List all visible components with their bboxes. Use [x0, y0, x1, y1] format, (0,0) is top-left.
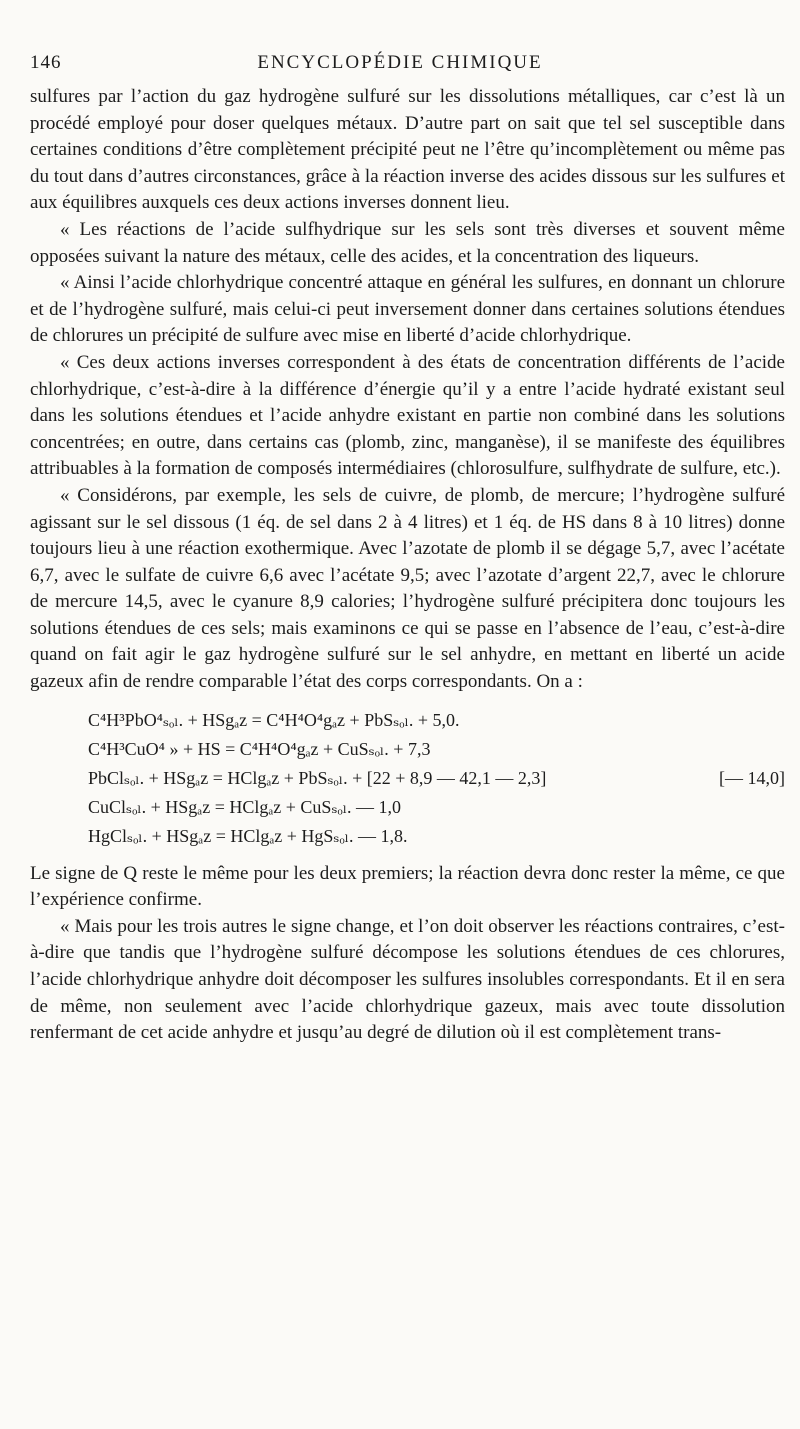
- equation-line: [88, 822, 785, 851]
- equation: CuClₛₒₗ. + HSgₐz = HClgₐz + CuSₛₒₗ. — 1,0: [88, 796, 402, 817]
- equation-total: [— 14,0]: [719, 767, 785, 788]
- equation: C⁴H³CuO⁴ » + HS = C⁴H⁴O⁴gₐz + CuSₛₒₗ. + 7,3: [88, 738, 431, 759]
- equation-line: [88, 793, 785, 822]
- equation: PbClₛₒₗ. + HSgₐz = HClgₐz + PbSₛₒₗ. + [22 + 8,9 — 42,1 — 2,3]: [88, 767, 547, 788]
- paragraph: « Mais pour les trois autres le signe change, et l’on doit observer les réactions contraires, c’est-à-dire que tandis que l’hydrogène sulfuré décompose les solutions étendues de ces chlorures, l’acide chlorhydrique anhydre doit décomposer les sulfures insolubles correspondants. Et il en sera de même, non seulement avec l’acide chlorhydrique gazeux, mais avec toute dissolution renfermant de cet acide anhydre et jusqu’au degré de dilution où il est complètement trans-: [30, 915, 785, 1044]
- page-body: [30, 84, 785, 1047]
- paragraph: « Considérons, par exemple, les sels de cuivre, de plomb, de mercure; l’hydrogène sulfuré agissant sur le sel dissous (1 éq. de sel dans 2 à 4 litres) et 1 éq. de HS dans 8 à 10 litres) donne toujours lieu à une réaction exothermique. Avec l’azotate de plomb il se dégage 5,7, avec l’acétate 6,7, avec le sulfate de cuivre 6,6 avec l’acétate 9,5; avec l’azotate d’argent 22,7, avec le chlorure de mercure 14,5, avec le cyanure 8,9 calories; l’hydrogène sulfuré précipitera donc toujours les solutions étendues de ces sels; mais examinons ce qui se passe en l’absence de l’eau, c’est-à-dire quand on fait agir le gaz hydrogène sulfuré sur le sel anhydre, en mettant en liberté un acide gazeux afin de rendre comparable l’état des corps correspondants. On a :: [30, 484, 785, 693]
- equation-line: [88, 706, 785, 735]
- equations-block: [88, 706, 785, 851]
- equation-line: [88, 735, 785, 764]
- paragraph: « Ainsi l’acide chlorhydrique concentré attaque en général les sulfures, en donnant un chlorure et de l’hydrogène sulfuré, mais celui-ci peut inversement donner dans certaines solutions étendues de chlorures un précipité de sulfure avec mise en liberté d’acide chlorhydrique.: [30, 272, 785, 347]
- running-title: ENCYCLOPÉDIE CHIMIQUE: [257, 52, 543, 73]
- paragraph: Le signe de Q reste le même pour les deux premiers; la réaction devra donc rester la même, ce que l’expérience confirme.: [30, 862, 785, 911]
- paragraph: « Les réactions de l’acide sulfhydrique sur les sels sont très diverses et souvent même opposées suivant la nature des métaux, celle des acides, et la concentration des liqueurs.: [30, 218, 785, 267]
- page-number: 146: [30, 52, 62, 73]
- equation: HgClₛₒₗ. + HSgₐz = HClgₐz + HgSₛₒₗ. — 1,8.: [88, 825, 408, 846]
- page-header: [30, 52, 770, 82]
- paragraph: sulfures par l’action du gaz hydrogène sulfuré sur les dissolutions métalliques, car c’est là un procédé employé pour doser quelques métaux. D’autre part on sait que tel sel susceptible dans certaines conditions d’être complètement précipité peut ne l’être qu’incomplètement ou même pas du tout dans d’autres circonstances, grâce à la réaction inverse des acides dissous sur les sulfures et aux équilibres auxquels ces deux actions inverses donnent lieu.: [30, 86, 785, 214]
- paragraph: « Ces deux actions inverses correspondent à des états de concentration différents de l’acide chlorhydrique, c’est-à-dire à la différence d’énergie qu’il y a entre l’acide hydraté existant seul dans les solutions étendues et l’acide anhydre existant en partie non combiné dans les solutions concentrées; en outre, dans certains cas (plomb, zinc, manganèse), il se manifeste des équilibres attribuables à la formation de composés intermédiaires (chlorosulfure, sulfhydrate de sulfure, etc.).: [30, 351, 785, 480]
- equation: C⁴H³PbO⁴ₛₒₗ. + HSgₐz = C⁴H⁴O⁴gₐz + PbSₛₒₗ. + 5,0.: [88, 709, 460, 730]
- equation-line: [88, 764, 785, 793]
